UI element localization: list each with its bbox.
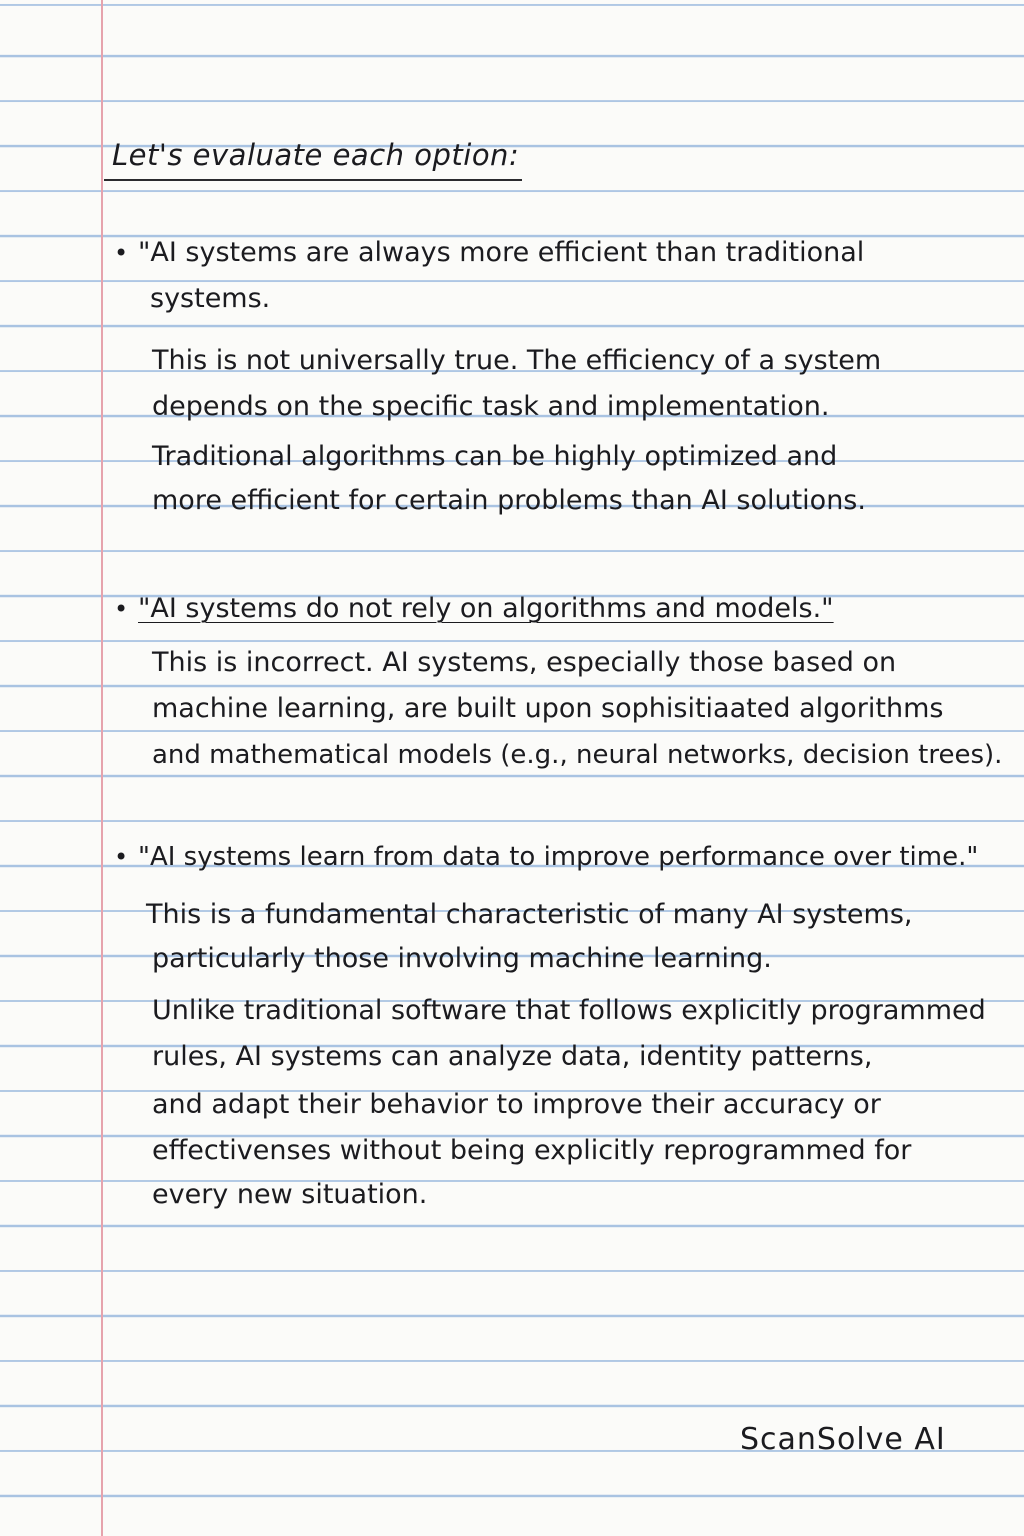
option-3-explanation-line-2: particularly those involving machine learning.	[152, 943, 772, 974]
option-2-explanation-line-3: and mathematical models (e.g., neural networks, decision trees).	[152, 740, 1003, 770]
option-3-explanation-line-3: Unlike traditional software that follows explicitly programmed	[152, 995, 986, 1026]
notebook-margin-line	[101, 0, 103, 1536]
option-1-statement-line-1: "AI systems are always more efficient than traditional	[138, 237, 865, 268]
option-3-explanation-line-5: and adapt their behavior to improve their accuracy or	[152, 1089, 881, 1120]
option-2-statement-text: "AI systems do not rely on algorithms and models."	[138, 593, 834, 624]
option-3-statement-line-1: "AI systems learn from data to improve performance over time."	[138, 842, 979, 872]
option-1-bullet: •	[114, 239, 129, 267]
option-1-statement-line-2: systems.	[150, 283, 271, 314]
option-3-bullet: •	[114, 843, 129, 871]
page-heading: Let's evaluate each option:	[112, 138, 520, 172]
option-2-statement-line-1	[138, 592, 834, 626]
option-2-explanation-line-2: machine learning, are built upon sophisitiaated algorithms	[152, 693, 944, 724]
option-1-explanation-line-1: This is not universally true. The efficiency of a system	[152, 345, 882, 376]
option-3-explanation-line-6: effectivenses without being explicitly reprogrammed for	[152, 1135, 912, 1166]
option-2-bullet: •	[114, 595, 129, 623]
heading-underline	[104, 179, 522, 181]
option-1-explanation-line-3: Traditional algorithms can be highly optimized and	[152, 441, 838, 472]
option-1-explanation-line-4: more efficient for certain problems than AI solutions.	[152, 485, 866, 516]
brand-signature: ScanSolve AI	[740, 1422, 946, 1457]
option-3-explanation-line-1: This is a fundamental characteristic of many AI systems,	[146, 899, 913, 930]
option-3-explanation-line-7: every new situation.	[152, 1179, 428, 1210]
option-1-explanation-line-2: depends on the specific task and implementation.	[152, 391, 830, 422]
option-3-explanation-line-4: rules, AI systems can analyze data, identity patterns,	[152, 1041, 873, 1072]
option-2-explanation-line-1: This is incorrect. AI systems, especially those based on	[152, 647, 897, 678]
